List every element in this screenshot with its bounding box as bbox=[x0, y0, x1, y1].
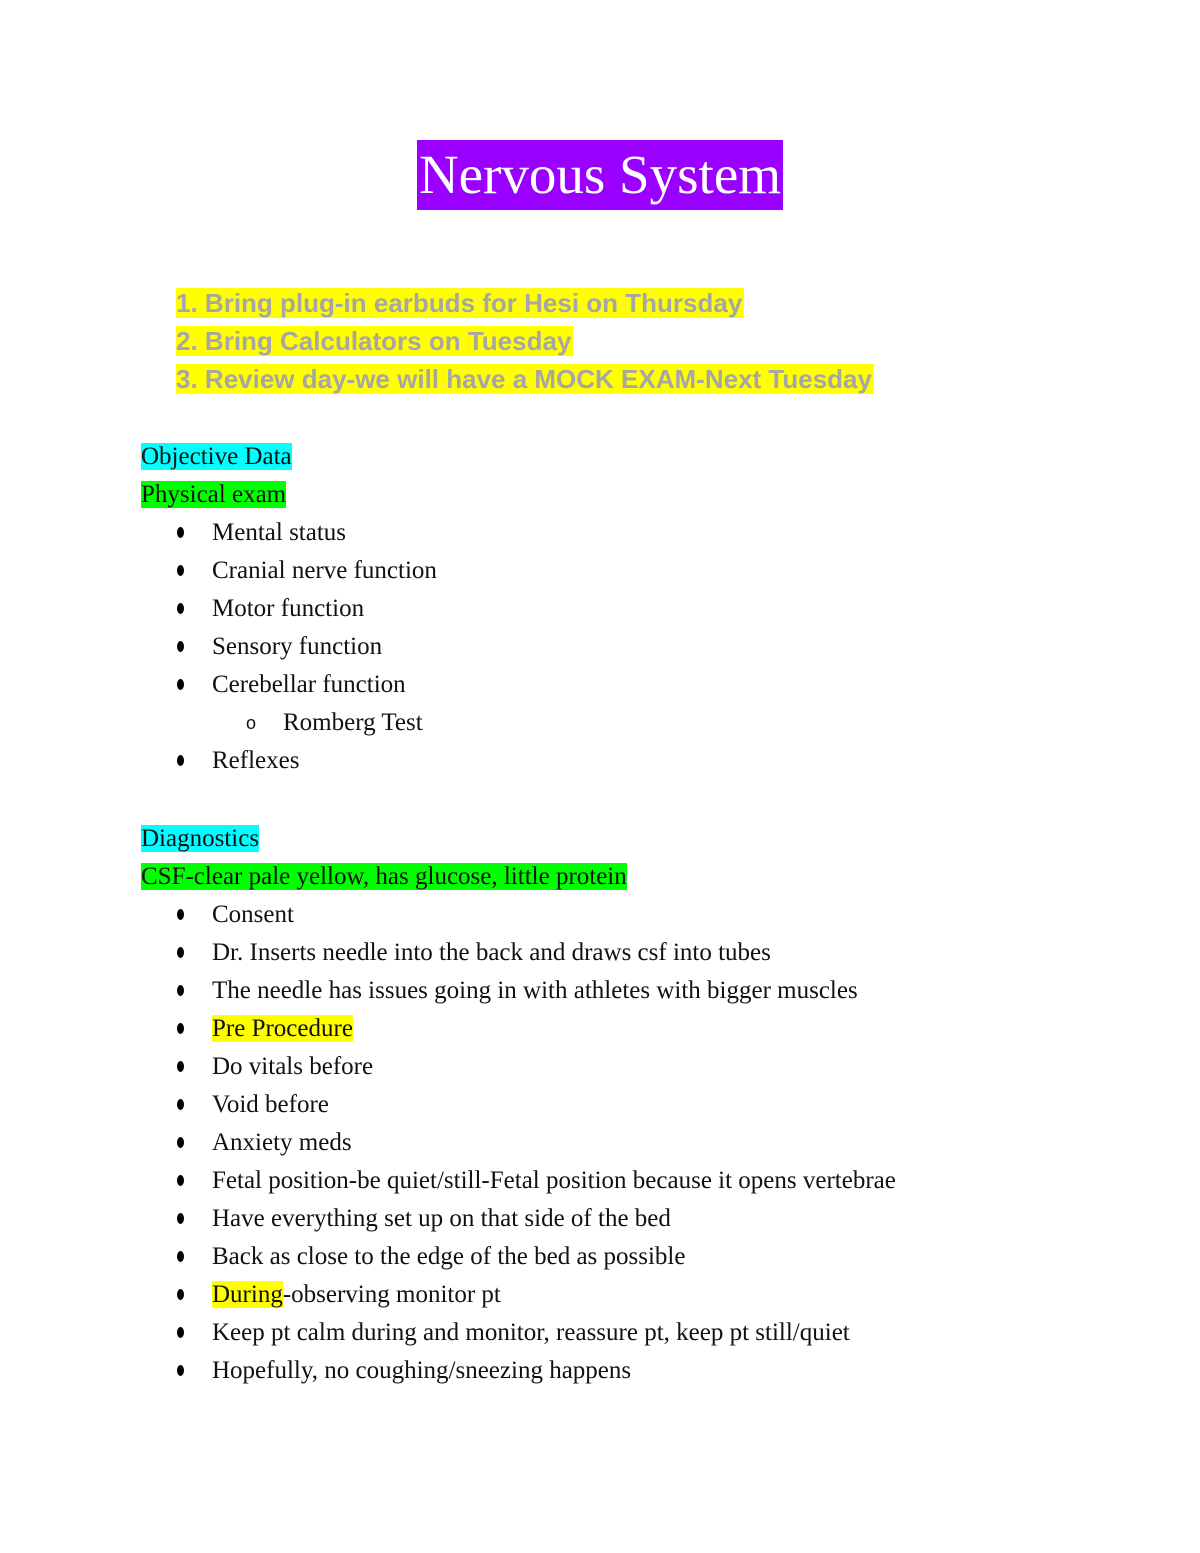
reminder-highlight bbox=[176, 364, 874, 394]
sub-bullet-icon: o bbox=[246, 713, 257, 733]
reminder-text: Bring Calculators on Tuesday bbox=[204, 326, 572, 356]
bullet-icon bbox=[177, 565, 184, 576]
list-item-text: Have everything set up on that side of the bed bbox=[212, 1205, 671, 1232]
objective-heading: Objective Data bbox=[141, 443, 292, 470]
list-item-text: Back as close to the edge of the bed as possible bbox=[212, 1243, 686, 1270]
reminder-number: 1. bbox=[176, 288, 198, 318]
reminder-number: 3. bbox=[176, 364, 198, 394]
diagnostics-heading: Diagnostics bbox=[141, 825, 260, 852]
list-item-text: -observing monitor pt bbox=[282, 1281, 501, 1308]
list-item-text: Cerebellar function bbox=[212, 671, 406, 698]
bullet-icon bbox=[177, 755, 184, 766]
list-item bbox=[141, 514, 437, 552]
reminder-text: Review day-we will have a MOCK EXAM-Next Tuesday bbox=[204, 364, 872, 394]
bullet-icon bbox=[177, 1213, 184, 1224]
bullet-icon bbox=[177, 1137, 184, 1148]
section-heading bbox=[141, 820, 896, 858]
list-item bbox=[141, 1124, 896, 1162]
list-item bbox=[141, 742, 437, 780]
list-item-text: Fetal position-be quiet/still-Fetal position because it opens vertebrae bbox=[212, 1167, 896, 1194]
bullet-icon bbox=[177, 1023, 184, 1034]
bullet-icon bbox=[177, 947, 184, 958]
list-item bbox=[141, 628, 437, 666]
bullet-icon bbox=[177, 527, 184, 538]
reminder-highlight bbox=[176, 288, 744, 318]
list-item bbox=[141, 1048, 896, 1086]
section-heading bbox=[141, 438, 437, 476]
list-item bbox=[141, 1086, 896, 1124]
list-item-text: Keep pt calm during and monitor, reassure pt, keep pt still/quiet bbox=[212, 1319, 850, 1346]
list-item-text: Dr. Inserts needle into the back and draws csf into tubes bbox=[212, 939, 771, 966]
list-item bbox=[141, 972, 896, 1010]
list-item bbox=[141, 552, 437, 590]
bullet-icon bbox=[177, 1365, 184, 1376]
list-item bbox=[141, 1162, 896, 1200]
bullet-icon bbox=[177, 1099, 184, 1110]
bullet-icon bbox=[177, 985, 184, 996]
list-item bbox=[141, 896, 896, 934]
pre-procedure-label: Pre Procedure bbox=[212, 1015, 353, 1042]
list-item-text: Hopefully, no coughing/sneezing happens bbox=[212, 1357, 632, 1384]
list-item bbox=[141, 1010, 896, 1048]
list-item-text: Void before bbox=[212, 1091, 329, 1118]
bullet-icon bbox=[177, 1327, 184, 1338]
list-item bbox=[141, 590, 437, 628]
list-item bbox=[141, 1314, 896, 1352]
title-container bbox=[0, 140, 1200, 210]
list-item-text: Mental status bbox=[212, 519, 347, 546]
bullet-icon bbox=[177, 1289, 184, 1300]
list-item-text: Sensory function bbox=[212, 633, 383, 660]
reminder-highlight bbox=[176, 326, 573, 356]
bullet-icon bbox=[177, 1175, 184, 1186]
reminder-text: Bring plug-in earbuds for Hesi on Thursday bbox=[204, 288, 743, 318]
during-label: During bbox=[212, 1281, 283, 1308]
list-item-text: Motor function bbox=[212, 595, 365, 622]
reminder-item bbox=[176, 322, 874, 360]
list-item bbox=[141, 1276, 896, 1314]
csf-heading: CSF-clear pale yellow, has glucose, little protein bbox=[141, 863, 627, 890]
section-subheading bbox=[141, 476, 437, 514]
list-item-text: Reflexes bbox=[212, 747, 300, 774]
diagnostics-section bbox=[141, 820, 896, 1390]
bullet-icon bbox=[177, 1061, 184, 1072]
bullet-icon bbox=[177, 679, 184, 690]
reminder-number: 2. bbox=[176, 326, 198, 356]
list-item bbox=[141, 934, 896, 972]
list-item-text: Anxiety meds bbox=[212, 1129, 352, 1156]
bullet-icon bbox=[177, 603, 184, 614]
list-item-text: Consent bbox=[212, 901, 294, 928]
list-item bbox=[141, 666, 437, 704]
reminder-list bbox=[176, 284, 874, 398]
objective-section bbox=[141, 438, 437, 780]
page-title: Nervous System bbox=[417, 140, 783, 210]
list-item-text: Do vitals before bbox=[212, 1053, 374, 1080]
list-item-text: The needle has issues going in with athletes with bigger muscles bbox=[212, 977, 858, 1004]
physical-exam-heading: Physical exam bbox=[141, 481, 287, 508]
section-subheading bbox=[141, 858, 896, 896]
list-item-text: Cranial nerve function bbox=[212, 557, 437, 584]
list-item bbox=[141, 1200, 896, 1238]
reminder-item bbox=[176, 284, 874, 322]
list-item bbox=[141, 1238, 896, 1276]
bullet-icon bbox=[177, 1251, 184, 1262]
bullet-icon bbox=[177, 641, 184, 652]
list-item bbox=[141, 1352, 896, 1390]
bullet-icon bbox=[177, 909, 184, 920]
reminder-item bbox=[176, 360, 874, 398]
list-item-text: Romberg Test bbox=[283, 709, 423, 736]
sub-list-item bbox=[141, 704, 437, 742]
